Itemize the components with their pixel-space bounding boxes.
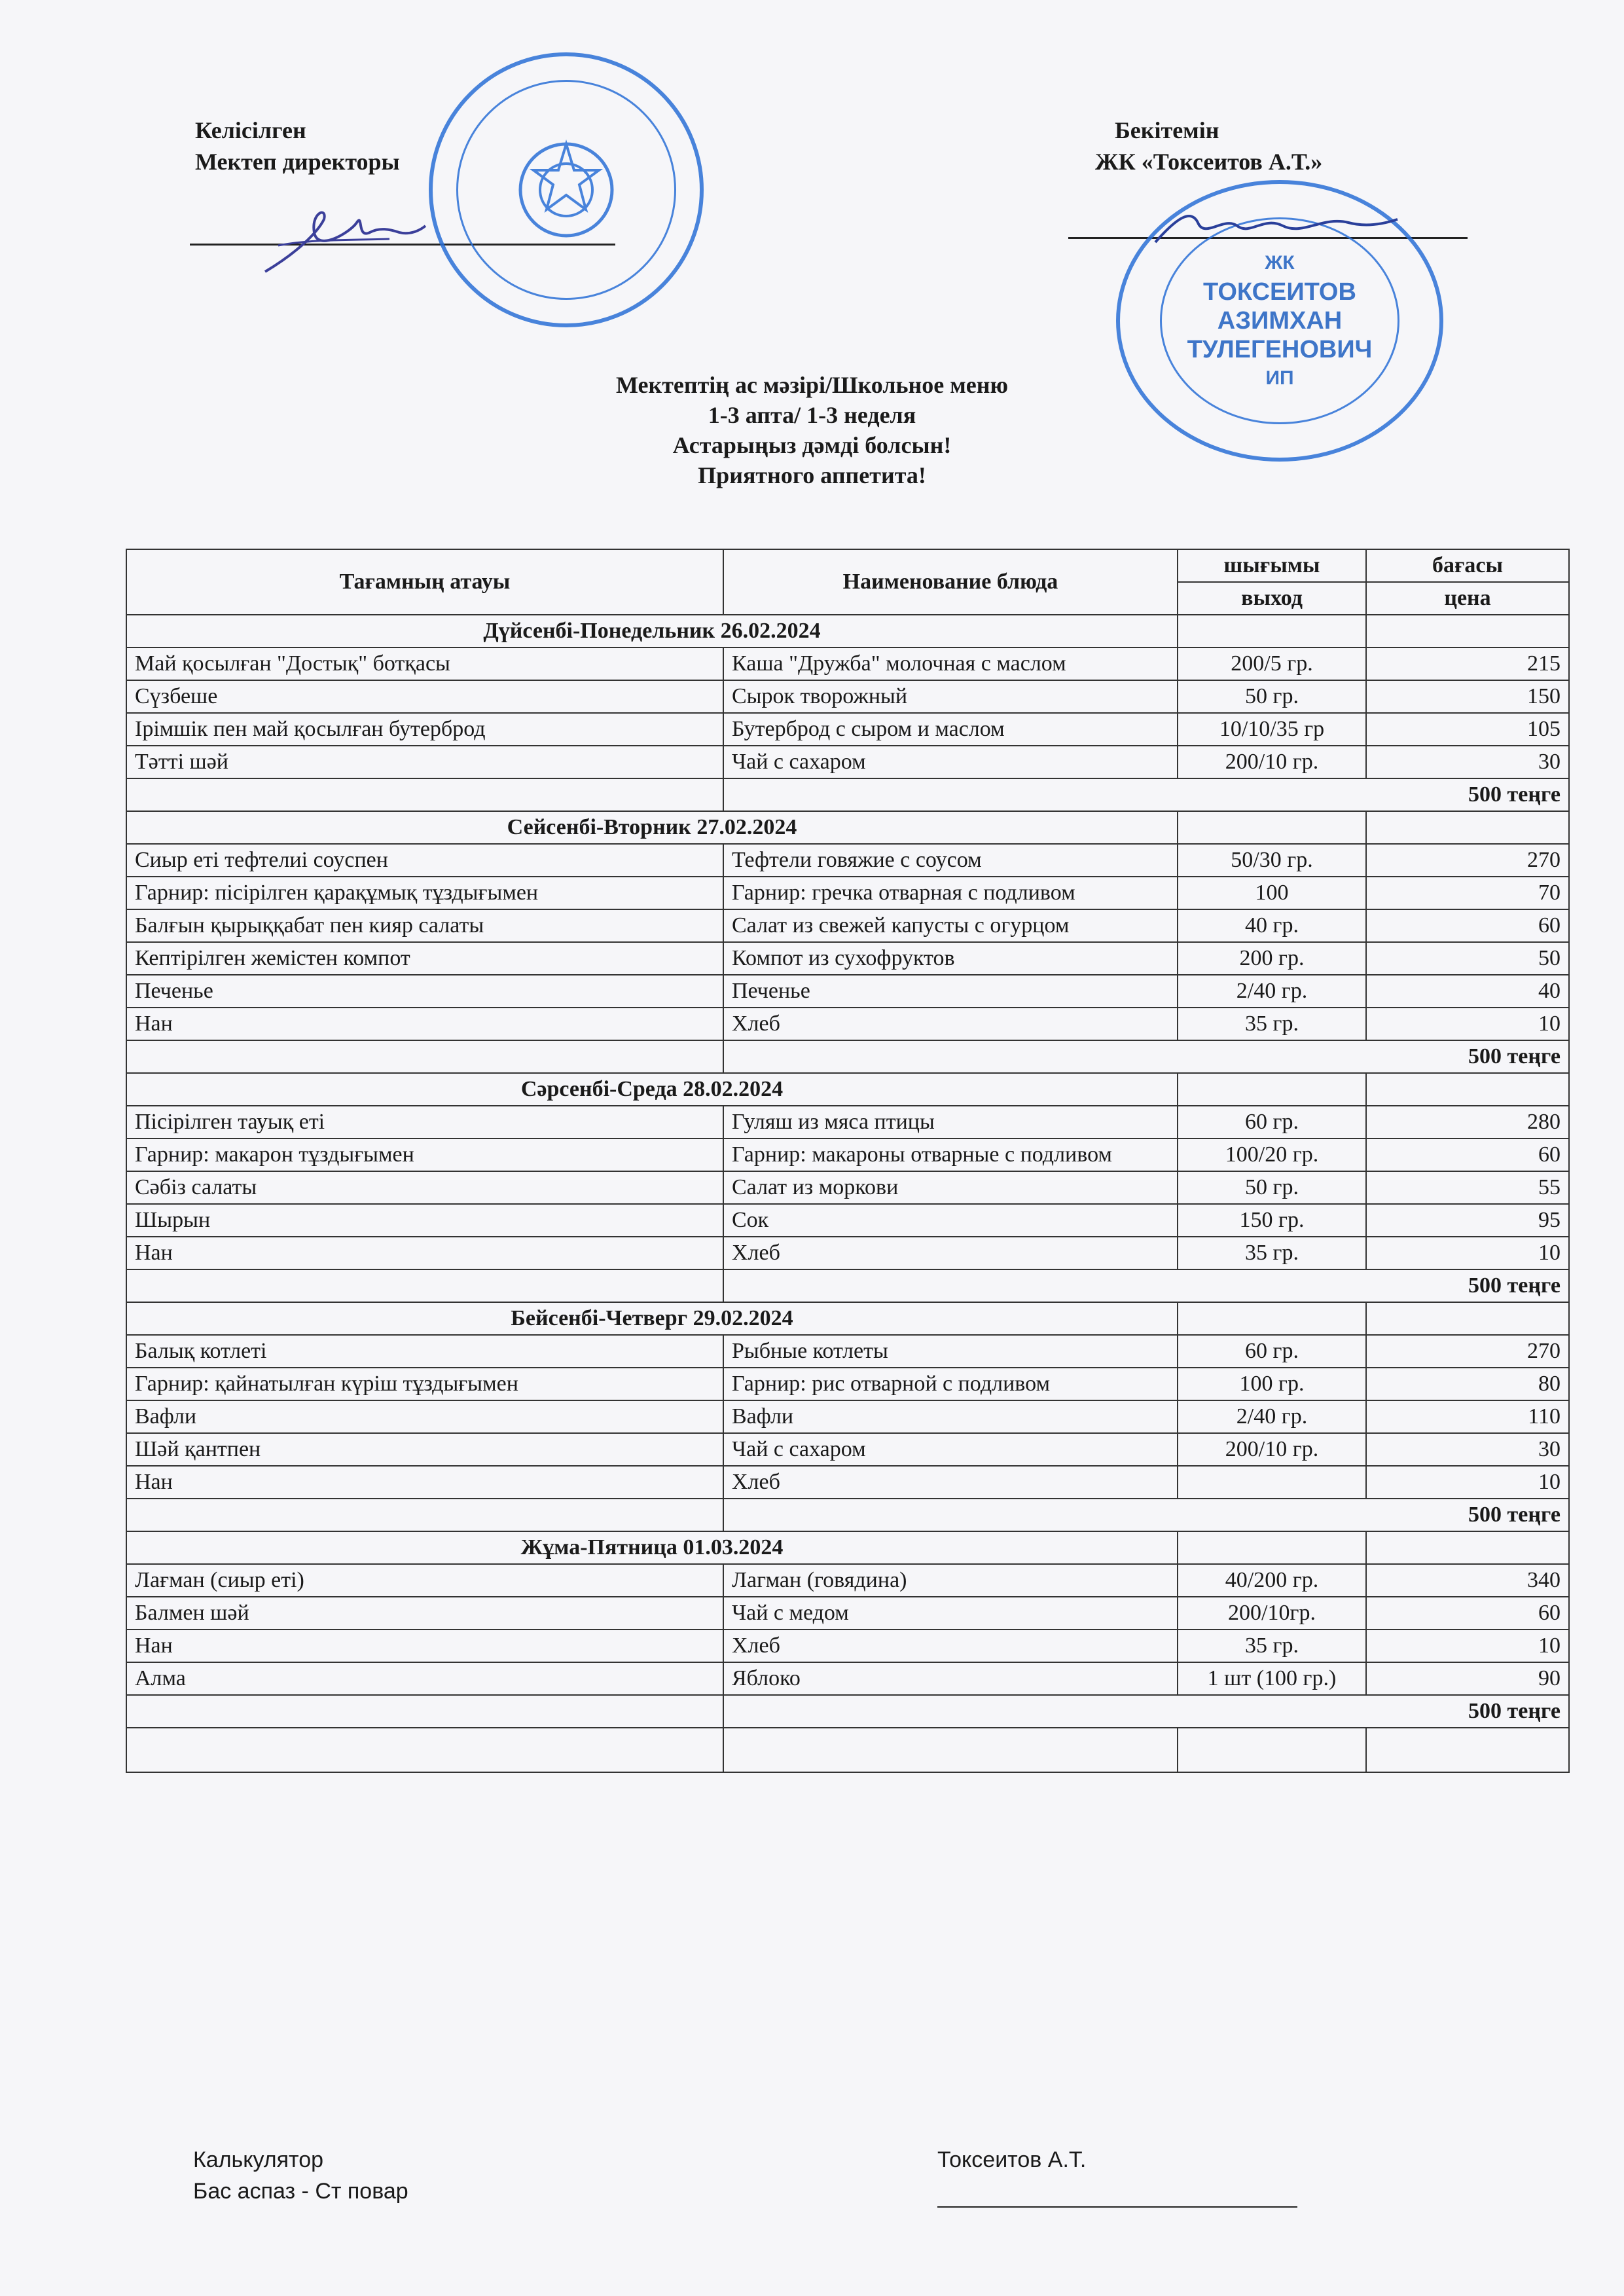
dish-name-ru: Каша "Дружба" молочная с маслом xyxy=(723,647,1178,680)
dish-output: 100/20 гр. xyxy=(1178,1139,1366,1171)
dish-output: 2/40 гр. xyxy=(1178,975,1366,1008)
empty-cell xyxy=(1178,1073,1366,1106)
dish-output: 1 шт (100 гр.) xyxy=(1178,1662,1366,1695)
footer-left xyxy=(193,2144,408,2207)
dish-price: 90 xyxy=(1366,1662,1569,1695)
day-total-row xyxy=(126,1499,1569,1531)
dish-price: 60 xyxy=(1366,909,1569,942)
dish-name-kz: Гарнир: пісірілген қарақұмық тұздығымен xyxy=(126,877,723,909)
empty-cell xyxy=(1366,615,1569,647)
dish-price: 10 xyxy=(1366,1237,1569,1269)
dish-name-kz: Алма xyxy=(126,1662,723,1695)
dish-output: 50/30 гр. xyxy=(1178,844,1366,877)
menu-title-block xyxy=(0,370,1624,490)
table-row xyxy=(126,1204,1569,1237)
dish-output: 60 гр. xyxy=(1178,1335,1366,1368)
dish-name-ru: Чай с медом xyxy=(723,1597,1178,1630)
dish-price: 30 xyxy=(1366,1433,1569,1466)
dish-price: 40 xyxy=(1366,975,1569,1008)
menu-wish-ru: Приятного аппетита! xyxy=(698,462,926,488)
dish-output: 200/10 гр. xyxy=(1178,1433,1366,1466)
approval-right-block xyxy=(1095,115,1322,177)
dish-name-kz: Пісірілген тауық еті xyxy=(126,1106,723,1139)
menu-table xyxy=(126,549,1570,1773)
dish-output: 35 гр. xyxy=(1178,1237,1366,1269)
dish-name-ru: Гуляш из мяса птицы xyxy=(723,1106,1178,1139)
day-total-row xyxy=(126,1040,1569,1073)
dish-name-kz: Балық котлеті xyxy=(126,1335,723,1368)
day-total: 500 теңге xyxy=(723,1040,1569,1073)
approver-signature xyxy=(1152,203,1401,255)
dish-name-kz: Шырын xyxy=(126,1204,723,1237)
approve-label: Бекітемін xyxy=(1115,117,1219,143)
table-row xyxy=(126,844,1569,877)
dish-name-kz: Нан xyxy=(126,1237,723,1269)
dish-name-kz: Нан xyxy=(126,1466,723,1499)
dish-name-kz: Балмен шәй xyxy=(126,1597,723,1630)
seal-line-5: ИП xyxy=(1265,367,1294,389)
empty-cell xyxy=(126,778,723,811)
day-row xyxy=(126,811,1569,844)
day-title: Дүйсенбі-Понедельник 26.02.2024 xyxy=(126,615,1178,647)
table-row xyxy=(126,942,1569,975)
dish-output: 100 гр. xyxy=(1178,1368,1366,1400)
dish-name-kz: Май қосылған "Достық" ботқасы xyxy=(126,647,723,680)
table-row xyxy=(126,877,1569,909)
entrepreneur-label: ЖК «Токсеитов А.Т.» xyxy=(1095,149,1323,175)
approval-left-block xyxy=(195,115,400,177)
dish-price: 270 xyxy=(1366,844,1569,877)
dish-output: 40/200 гр. xyxy=(1178,1564,1366,1597)
day-row xyxy=(126,1302,1569,1335)
menu-wish-kz: Астарыңыз дәмді болсын! xyxy=(672,432,952,458)
table-row xyxy=(126,1597,1569,1630)
dish-name-kz: Вафли xyxy=(126,1400,723,1433)
dish-name-kz: Нан xyxy=(126,1630,723,1662)
empty-cell xyxy=(126,1695,723,1728)
table-row xyxy=(126,1662,1569,1695)
dish-name-kz: Кептірілген жемістен компот xyxy=(126,942,723,975)
dish-output: 200/5 гр. xyxy=(1178,647,1366,680)
dish-name-ru: Салат из моркови xyxy=(723,1171,1178,1204)
day-total-row xyxy=(126,778,1569,811)
dish-name-ru: Салат из свежей капусты с огурцом xyxy=(723,909,1178,942)
dish-name-ru: Хлеб xyxy=(723,1237,1178,1269)
dish-name-ru: Чай с сахаром xyxy=(723,746,1178,778)
empty-cell xyxy=(126,1499,723,1531)
dish-name-ru: Тефтели говяжие с соусом xyxy=(723,844,1178,877)
day-total-row xyxy=(126,1695,1569,1728)
day-total: 500 теңге xyxy=(723,1695,1569,1728)
table-row xyxy=(126,713,1569,746)
dish-output xyxy=(1178,1466,1366,1499)
cook-signature-line xyxy=(937,2206,1297,2208)
dish-name-kz: Балғын қырыққабат пен кияр салаты xyxy=(126,909,723,942)
day-row xyxy=(126,615,1569,647)
dish-name-kz: Тәтті шәй xyxy=(126,746,723,778)
calculator-label: Калькулятор xyxy=(193,2147,324,2172)
dish-price: 340 xyxy=(1366,1564,1569,1597)
dish-output: 50 гр. xyxy=(1178,680,1366,713)
empty-cell xyxy=(1366,1302,1569,1335)
header-price-kz: бағасы xyxy=(1366,549,1569,582)
header-output-ru: выход xyxy=(1178,582,1366,615)
table-row xyxy=(126,1171,1569,1204)
table-header-row xyxy=(126,549,1569,582)
dish-name-ru: Гарнир: рис отварной с подливом xyxy=(723,1368,1178,1400)
dish-price: 60 xyxy=(1366,1139,1569,1171)
dish-name-kz: Ірімшік пен май қосылған бутерброд xyxy=(126,713,723,746)
header-output-kz: шығымы xyxy=(1178,549,1366,582)
menu-body xyxy=(126,615,1569,1772)
seal-line-4: ТУЛЕГЕНОВИЧ xyxy=(1187,336,1373,363)
dish-price: 10 xyxy=(1366,1008,1569,1040)
day-title: Жұма-Пятница 01.03.2024 xyxy=(126,1531,1178,1564)
table-row xyxy=(126,1630,1569,1662)
table-row xyxy=(126,680,1569,713)
table-row xyxy=(126,1564,1569,1597)
header-dish-ru: Наименование блюда xyxy=(723,549,1178,615)
table-row xyxy=(126,1368,1569,1400)
dish-name-ru: Вафли xyxy=(723,1400,1178,1433)
day-total-row xyxy=(126,1269,1569,1302)
dish-output: 200/10 гр. xyxy=(1178,746,1366,778)
dish-output: 40 гр. xyxy=(1178,909,1366,942)
dish-name-ru: Компот из сухофруктов xyxy=(723,942,1178,975)
day-title: Сейсенбі-Вторник 27.02.2024 xyxy=(126,811,1178,844)
dish-name-ru: Гарнир: макароны отварные с подливом xyxy=(723,1139,1178,1171)
dish-price: 30 xyxy=(1366,746,1569,778)
menu-week: 1-3 апта/ 1-3 неделя xyxy=(708,402,916,428)
table-row xyxy=(126,1139,1569,1171)
table-row xyxy=(126,1335,1569,1368)
dish-name-kz: Печенье xyxy=(126,975,723,1008)
empty-cell xyxy=(1366,1531,1569,1564)
table-row xyxy=(126,1008,1569,1040)
dish-output: 150 гр. xyxy=(1178,1204,1366,1237)
dish-name-ru: Яблоко xyxy=(723,1662,1178,1695)
dish-price: 270 xyxy=(1366,1335,1569,1368)
dish-price: 10 xyxy=(1366,1466,1569,1499)
empty-cell xyxy=(1366,1073,1569,1106)
dish-price: 110 xyxy=(1366,1400,1569,1433)
emblem-icon xyxy=(501,124,632,255)
dish-output: 100 xyxy=(1178,877,1366,909)
seal-line-1: ЖК xyxy=(1265,252,1295,274)
dish-name-ru: Хлеб xyxy=(723,1466,1178,1499)
header-dish-kz: Тағамның атауы xyxy=(126,549,723,615)
dish-price: 280 xyxy=(1366,1106,1569,1139)
empty-cell xyxy=(723,1728,1178,1772)
seal-line-2: ТОКСЕИТОВ xyxy=(1203,278,1356,306)
dish-price: 105 xyxy=(1366,713,1569,746)
director-signature xyxy=(259,193,429,285)
dish-output: 200/10гр. xyxy=(1178,1597,1366,1630)
dish-output: 50 гр. xyxy=(1178,1171,1366,1204)
agreed-label: Келісілген xyxy=(195,117,306,143)
dish-output: 60 гр. xyxy=(1178,1106,1366,1139)
empty-cell xyxy=(126,1040,723,1073)
dish-price: 70 xyxy=(1366,877,1569,909)
dish-name-ru: Сок xyxy=(723,1204,1178,1237)
day-row xyxy=(126,1073,1569,1106)
dish-name-kz: Гарнир: қайнатылған күріш тұздығымен xyxy=(126,1368,723,1400)
table-row xyxy=(126,909,1569,942)
dish-name-ru: Сырок творожный xyxy=(723,680,1178,713)
dish-name-ru: Хлеб xyxy=(723,1630,1178,1662)
empty-cell xyxy=(1178,1302,1366,1335)
dish-name-ru: Лагман (говядина) xyxy=(723,1564,1178,1597)
dish-output: 200 гр. xyxy=(1178,942,1366,975)
dish-name-kz: Гарнир: макарон тұздығымен xyxy=(126,1139,723,1171)
dish-price: 150 xyxy=(1366,680,1569,713)
empty-cell xyxy=(126,1269,723,1302)
head-cook-label: Бас аспаз - Ст повар xyxy=(193,2179,408,2204)
dish-name-kz: Шәй қантпен xyxy=(126,1433,723,1466)
dish-price: 50 xyxy=(1366,942,1569,975)
empty-cell xyxy=(1178,1531,1366,1564)
table-row xyxy=(126,1433,1569,1466)
table-row xyxy=(126,975,1569,1008)
empty-cell xyxy=(1366,1728,1569,1772)
day-title: Бейсенбі-Четверг 29.02.2024 xyxy=(126,1302,1178,1335)
dish-price: 80 xyxy=(1366,1368,1569,1400)
dish-output: 35 гр. xyxy=(1178,1630,1366,1662)
dish-name-kz: Лағман (сиыр еті) xyxy=(126,1564,723,1597)
day-row xyxy=(126,1531,1569,1564)
day-total: 500 теңге xyxy=(723,1499,1569,1531)
table-row xyxy=(126,1400,1569,1433)
table-row xyxy=(126,1237,1569,1269)
dish-price: 60 xyxy=(1366,1597,1569,1630)
school-seal xyxy=(429,52,704,327)
dish-price: 10 xyxy=(1366,1630,1569,1662)
empty-cell xyxy=(1366,811,1569,844)
table-row xyxy=(126,1106,1569,1139)
dish-output: 35 гр. xyxy=(1178,1008,1366,1040)
dish-name-kz: Сәбіз салаты xyxy=(126,1171,723,1204)
dish-name-ru: Бутерброд с сыром и маслом xyxy=(723,713,1178,746)
day-total: 500 теңге xyxy=(723,778,1569,811)
dish-name-kz: Сүзбеше xyxy=(126,680,723,713)
dish-price: 215 xyxy=(1366,647,1569,680)
empty-cell xyxy=(126,1728,723,1772)
day-title: Сәрсенбі-Среда 28.02.2024 xyxy=(126,1073,1178,1106)
dish-output: 2/40 гр. xyxy=(1178,1400,1366,1433)
seal-line-3: АЗИМХАН xyxy=(1217,307,1343,335)
table-row xyxy=(126,746,1569,778)
footer-right xyxy=(937,2144,1086,2176)
dish-price: 95 xyxy=(1366,1204,1569,1237)
empty-cell xyxy=(1178,1728,1366,1772)
menu-title: Мектептің ас мәзірі/Школьное меню xyxy=(615,372,1009,398)
dish-name-ru: Рыбные котлеты xyxy=(723,1335,1178,1368)
day-total: 500 теңге xyxy=(723,1269,1569,1302)
dish-price: 55 xyxy=(1366,1171,1569,1204)
empty-cell xyxy=(1178,615,1366,647)
dish-name-ru: Чай с сахаром xyxy=(723,1433,1178,1466)
dish-name-ru: Хлеб xyxy=(723,1008,1178,1040)
empty-row xyxy=(126,1728,1569,1772)
dish-name-ru: Печенье xyxy=(723,975,1178,1008)
table-row xyxy=(126,647,1569,680)
empty-cell xyxy=(1178,811,1366,844)
school-director-label: Мектеп директоры xyxy=(195,149,400,175)
dish-name-kz: Сиыр еті тефтелиі соуспен xyxy=(126,844,723,877)
dish-name-kz: Нан xyxy=(126,1008,723,1040)
cook-name: Токсеитов А.Т. xyxy=(937,2147,1087,2172)
table-row xyxy=(126,1466,1569,1499)
dish-name-ru: Гарнир: гречка отварная с подливом xyxy=(723,877,1178,909)
dish-output: 10/10/35 гр xyxy=(1178,713,1366,746)
header-price-ru: цена xyxy=(1366,582,1569,615)
